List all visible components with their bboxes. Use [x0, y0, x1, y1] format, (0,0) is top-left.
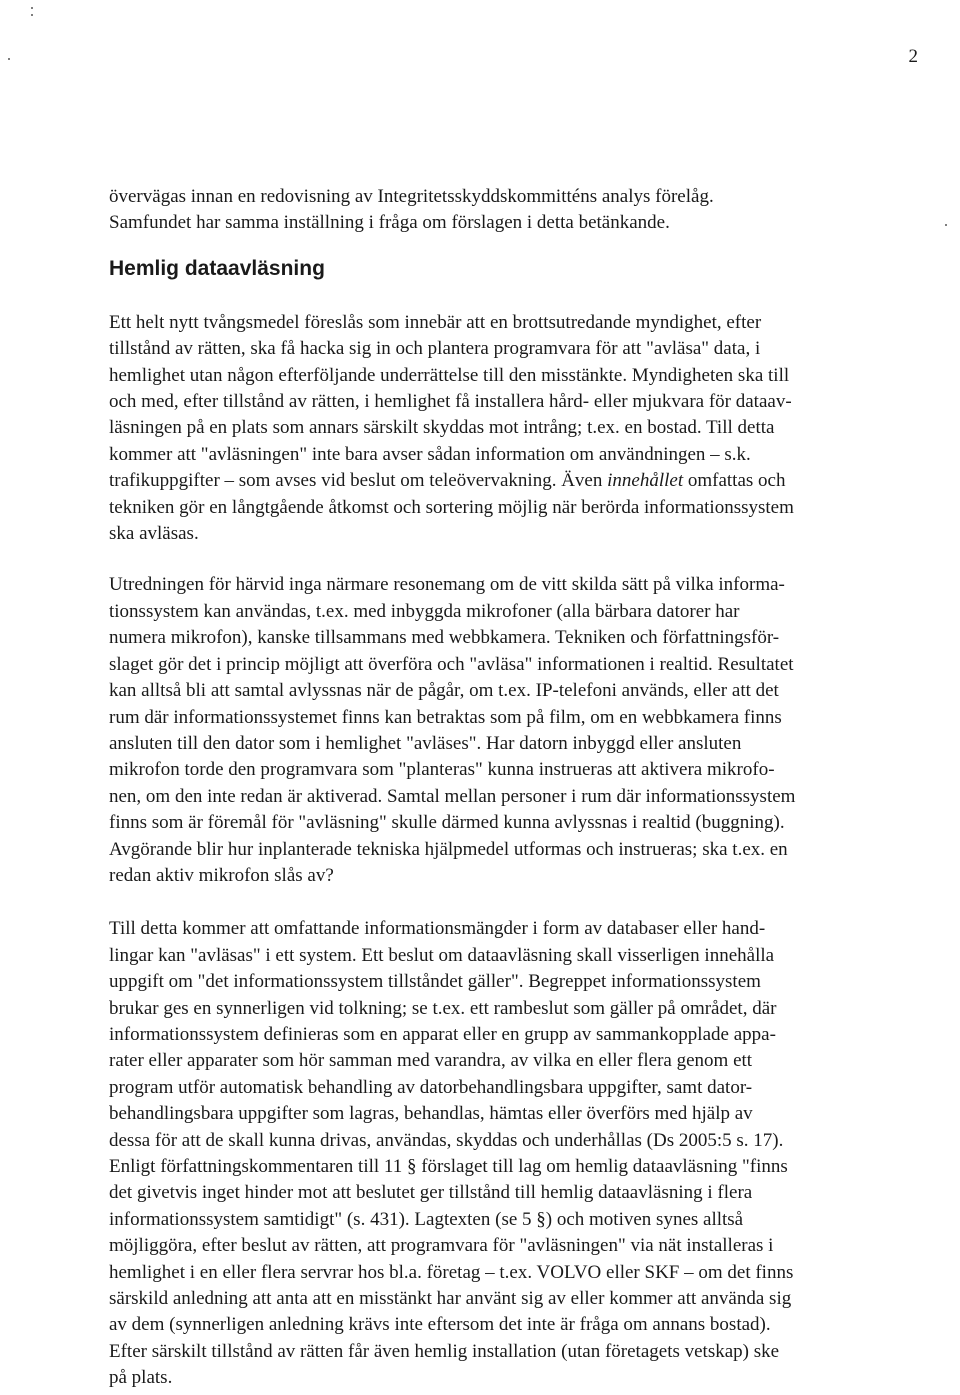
- text-line: övervägas innan en redovisning av Integritetsskyddskommitténs analys förelåg.: [109, 186, 714, 207]
- text-line: lingar kan "avläsas" i ett system. Ett beslut om dataavläsning skall visserligen innehålla: [109, 944, 775, 966]
- text-line: Efter särskilt tillstånd av rätten får även hemlig installation (utan företagets vetskap) ske: [109, 1340, 780, 1362]
- text-line: redan aktiv mikrofon slås av?: [109, 864, 334, 886]
- text-line: dessa för att de skall kunna drivas, användas, skyddas och underhållas (Ds 2005:5 s. 17).: [109, 1129, 784, 1151]
- text-line: Utredningen för härvid inga närmare resonemang om de vitt skilda sätt på vilka informa-: [109, 574, 785, 596]
- text-line: Till detta kommer att omfattande informationsmängder i form av databaser eller hand-: [109, 918, 766, 940]
- emphasized-word: innehållet: [607, 470, 684, 492]
- text-line: numera mikrofon), kanske tillsammans med webbkamera. Tekniken och författningsför-: [109, 627, 780, 649]
- text-line: det givetvis inget hinder mot att beslutet ger tillstånd till hemlig dataavläsning i flera: [109, 1182, 753, 1204]
- paragraph-informationsmangder: [109, 916, 919, 1391]
- text-line: informationssystem definieras som en apparat eller en grupp av sammankopplade appa-: [109, 1023, 776, 1045]
- text-line: nen, om den inte redan är aktiverad. Samtal mellan personer i rum där informationssystem: [109, 785, 796, 807]
- text-line: brukar ges en synnerligen vid tolkning; se t.ex. ett rambeslut som gäller på området, där: [109, 997, 777, 1019]
- text-line: på plats.: [109, 1367, 173, 1389]
- text-line: uppgift om "det informationssystem tillståndet gäller". Begreppet informationssystem: [109, 971, 761, 993]
- scan-artifact-dot: [31, 14, 33, 16]
- paragraph-utredningen: [109, 572, 919, 889]
- text-line: tionssystem kan användas, t.ex. med inbyggda mikrofoner (alla bärbara datorer har: [109, 600, 740, 622]
- text-line: [109, 468, 919, 494]
- text-line: Avgörande blir hur inplanterade tekniska hjälpmedel utformas och instrueras; ska t.ex. en: [109, 838, 788, 860]
- text-line: särskild anledning att anta att en misstänkt har använt sig av eller kommer att använda sig: [109, 1288, 792, 1310]
- text-line: läsningen på en plats som annars särskilt skyddas mot intrång; t.ex. en bostad. Till detta: [109, 417, 775, 439]
- text-line: och med, efter tillstånd av rätten, i hemlighet få installera hård- eller mjukvara för dataav-: [109, 391, 792, 413]
- scan-artifact-dot: [8, 58, 10, 60]
- text-line: Ett helt nytt tvångsmedel föreslås som innebär att en brottsutredande myndighet, efter: [109, 311, 762, 333]
- text-line: kommer att "avläsningen" inte bara avser sådan information om användningen – s.k.: [109, 443, 751, 465]
- text-line: tillstånd av rätten, ska få hacka sig in och plantera programvara för att "avläsa" data, i: [109, 338, 761, 360]
- text-line: finns som är föremål för "avläsning" skulle därmed kunna avlyssnas i realtid (buggning).: [109, 812, 785, 834]
- text-line: slaget gör det i princip möjligt att överföra och "avläsa" informationen i realtid. Resultatet: [109, 653, 794, 675]
- intro-paragraph: [109, 184, 919, 237]
- text-line: kan alltså bli att samtal avlyssnas när de pågår, om t.ex. IP-telefoni används, eller att det: [109, 680, 779, 702]
- section-heading: Hemlig dataavläsning: [109, 256, 325, 280]
- text-line: behandlingsbara uppgifter som lagras, behandlas, hämtas eller överförs med hjälp av: [109, 1103, 753, 1125]
- text-line: hemlighet utan någon efterföljande underrättelse till den misstänkte. Myndigheten ska till: [109, 364, 790, 386]
- text-line: program utför automatisk behandling av datorbehandlingsbara uppgifter, samt dator-: [109, 1076, 753, 1098]
- text-line: rum där informationssystemet finns kan betraktas som på film, om en webbkamera finns: [109, 706, 782, 728]
- paragraph-tvangsmedel: [109, 310, 919, 548]
- text-segment: trafikuppgifter – som avses vid beslut om teleövervakning. Även: [109, 470, 608, 492]
- text-line: Enligt författningskommentaren till 11 § förslaget till lag om hemlig dataavläsning "finns: [109, 1156, 788, 1177]
- text-line: rater eller apparater som hör samman med varandra, av vilka en eller flera genom ett: [109, 1050, 753, 1072]
- text-line: Samfundet har samma inställning i fråga om förslagen i detta betänkande.: [109, 212, 670, 234]
- text-line: tekniken gör en långtgående åtkomst och sortering möjlig när berörda informationssystem: [109, 496, 794, 518]
- scan-artifact-dot: [945, 224, 947, 226]
- text-line: ansluten till den dator som i hemlighet "avläses". Har datorn inbyggd eller ansluten: [109, 732, 742, 754]
- text-segment: omfattas och: [683, 470, 786, 492]
- document-body: [109, 184, 919, 1392]
- text-line: mikrofon torde den programvara som "planteras" kunna instrueras att aktivera mikrofo-: [109, 759, 775, 781]
- text-line: hemlighet i en eller flera servrar hos bl.a. företag – t.ex. VOLVO eller SKF – om det finns: [109, 1261, 794, 1283]
- page-number: 2: [908, 46, 918, 67]
- text-line: informationssystem samtidigt" (s. 431). Lagtexten (se 5 §) och motiven synes alltså: [109, 1208, 744, 1230]
- text-line: ska avläsas.: [109, 523, 199, 545]
- text-line: av dem (synnerligen anledning krävs inte eftersom det inte är fråga om annans bostad).: [109, 1314, 771, 1336]
- scan-artifact-dot: [31, 7, 33, 9]
- text-line: möjliggöra, efter beslut av rätten, att programvara för "avläsningen" via nät installeras i: [109, 1235, 774, 1257]
